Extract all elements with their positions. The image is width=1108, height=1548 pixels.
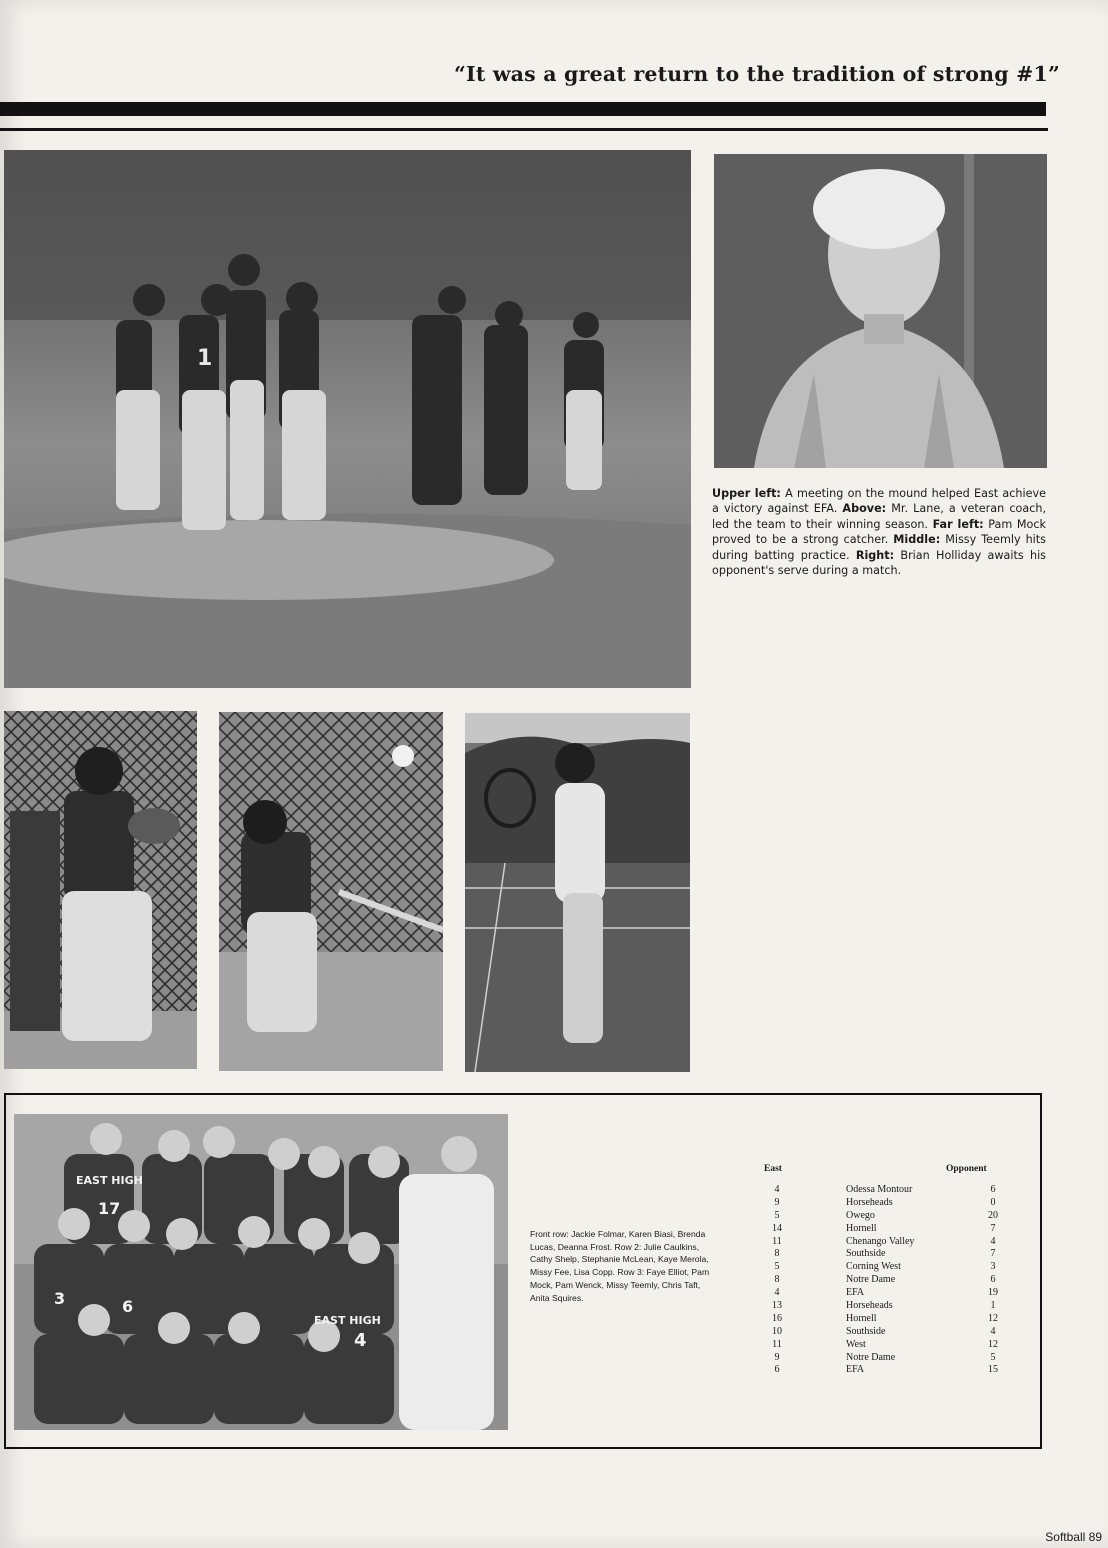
team-roster-caption: Front row: Jackie Folmar, Karen Biasi, Brenda Lucas, Deanna Frost. Row 2: Julie Caulkins, Cathy Shelp, Stephanie McLean, Kaye Merola, Missy Fee, Lisa Copp. Row 3: Faye Elliot, Pam Mock, Pam Wenck, Missy Teemly, Chris Taft, Anita Squires. bbox=[530, 1229, 710, 1303]
opponent-name: EFA bbox=[846, 1364, 865, 1376]
header-rule-thin bbox=[0, 128, 1048, 131]
caption-label: Right: bbox=[855, 548, 895, 562]
opponent-score: 12 bbox=[988, 1312, 998, 1324]
photo-caption bbox=[712, 486, 1046, 578]
opponent-score: 3 bbox=[990, 1261, 996, 1273]
opponent-name: Owego bbox=[846, 1209, 875, 1221]
table-row bbox=[760, 1300, 1004, 1313]
east-score: 9 bbox=[774, 1196, 780, 1208]
jersey-number: 3 bbox=[54, 1289, 66, 1308]
page-number: 89 bbox=[1088, 1530, 1102, 1544]
page-headline: “It was a great return to the tradition of strong #1” bbox=[454, 62, 1060, 86]
east-score: 4 bbox=[774, 1184, 780, 1195]
opponent-name: Horseheads bbox=[846, 1196, 893, 1208]
table-row bbox=[760, 1261, 1004, 1274]
table-row bbox=[760, 1352, 1004, 1365]
caption-label: Upper left: bbox=[712, 487, 781, 500]
east-score: 16 bbox=[772, 1312, 782, 1324]
opponent-score: 6 bbox=[990, 1184, 996, 1195]
opponent-name: Horseheads bbox=[846, 1300, 893, 1312]
opponent-name: Corning West bbox=[846, 1261, 901, 1273]
catcher-photo bbox=[4, 711, 197, 1069]
jersey-number: 17 bbox=[98, 1199, 121, 1218]
table-row bbox=[760, 1210, 1004, 1223]
caption-label: Middle: bbox=[893, 533, 941, 547]
table-row bbox=[760, 1313, 1004, 1326]
opponent-score: 12 bbox=[988, 1338, 998, 1350]
opponent-score: 20 bbox=[988, 1209, 998, 1221]
east-score: 11 bbox=[772, 1235, 782, 1247]
opponent-score: 0 bbox=[990, 1196, 996, 1208]
jersey-lettering: EAST HIGH bbox=[76, 1174, 143, 1187]
east-score: 14 bbox=[772, 1222, 782, 1234]
table-row bbox=[760, 1248, 1004, 1261]
opponent-score: 7 bbox=[990, 1222, 996, 1234]
east-score: 6 bbox=[774, 1364, 780, 1376]
east-score: 5 bbox=[774, 1209, 780, 1221]
caption-text: A meeting on the mound helped East achieve a victory against EFA. bbox=[712, 487, 1046, 516]
opponent-name: West bbox=[846, 1338, 866, 1350]
opponent-score: 4 bbox=[990, 1235, 996, 1247]
opponent-name: Chenango Valley bbox=[846, 1235, 915, 1247]
opponent-name: EFA bbox=[846, 1287, 865, 1299]
tennis-player-photo bbox=[465, 713, 690, 1072]
east-column-header: East bbox=[764, 1164, 782, 1174]
team-photo bbox=[14, 1114, 508, 1430]
caption-text: Mr. Lane, a veteran coach, led the team to their winning season. bbox=[712, 502, 1047, 531]
opponent-score: 5 bbox=[990, 1351, 996, 1363]
caption-label: Above: bbox=[842, 502, 887, 516]
table-row bbox=[760, 1339, 1004, 1352]
east-score: 8 bbox=[774, 1274, 780, 1286]
opponent-name: Notre Dame bbox=[846, 1274, 896, 1286]
page-footer bbox=[1045, 1530, 1102, 1544]
east-score: 4 bbox=[774, 1287, 780, 1299]
east-score: 10 bbox=[772, 1325, 782, 1337]
table-row bbox=[760, 1223, 1004, 1236]
east-score: 5 bbox=[774, 1261, 780, 1273]
opponent-name: Southside bbox=[846, 1248, 886, 1260]
season-scores-table bbox=[760, 1164, 1004, 1377]
caption-text: Missy Teemly hits during batting practice. bbox=[712, 533, 1046, 562]
east-score: 13 bbox=[772, 1300, 782, 1312]
opponent-score: 1 bbox=[990, 1300, 996, 1312]
opponent-score: 7 bbox=[990, 1248, 996, 1260]
opponent-name: Hornell bbox=[846, 1312, 877, 1324]
coach-portrait-photo bbox=[714, 154, 1047, 468]
section-name: Softball bbox=[1045, 1530, 1086, 1544]
table-row bbox=[760, 1197, 1004, 1210]
jersey-number: 4 bbox=[354, 1330, 367, 1351]
opponent-column-header: Opponent bbox=[946, 1164, 987, 1174]
opponent-score: 6 bbox=[990, 1274, 996, 1286]
table-row bbox=[760, 1364, 1004, 1377]
jersey-lettering: EAST HIGH bbox=[314, 1314, 381, 1327]
opponent-name: Notre Dame bbox=[846, 1351, 896, 1363]
opponent-score: 15 bbox=[988, 1364, 998, 1376]
table-row bbox=[760, 1326, 1004, 1339]
jersey-number: 6 bbox=[122, 1297, 134, 1316]
caption-text: Brian Holliday awaits his opponent's serve during a match. bbox=[712, 548, 1047, 578]
table-row bbox=[760, 1287, 1004, 1300]
opponent-name: Hornell bbox=[846, 1222, 877, 1234]
caption-text: Pam Mock proved to be a strong catcher. bbox=[712, 517, 1046, 547]
opponent-name: Odessa Montour bbox=[846, 1184, 913, 1195]
opponent-score: 19 bbox=[988, 1287, 998, 1299]
table-row bbox=[760, 1184, 1004, 1197]
opponent-score: 4 bbox=[990, 1325, 996, 1337]
jersey-number: 1 bbox=[197, 346, 213, 371]
batter-photo bbox=[219, 712, 443, 1071]
east-score: 9 bbox=[774, 1351, 780, 1363]
header-rule-thick bbox=[0, 102, 1046, 116]
opponent-name: Southside bbox=[846, 1325, 886, 1337]
east-score: 11 bbox=[772, 1338, 782, 1350]
east-score: 8 bbox=[774, 1248, 780, 1260]
table-row bbox=[760, 1236, 1004, 1249]
mound-meeting-photo bbox=[4, 150, 691, 688]
caption-label: Far left: bbox=[932, 517, 984, 531]
scores-header bbox=[760, 1164, 1004, 1184]
table-row bbox=[760, 1274, 1004, 1287]
